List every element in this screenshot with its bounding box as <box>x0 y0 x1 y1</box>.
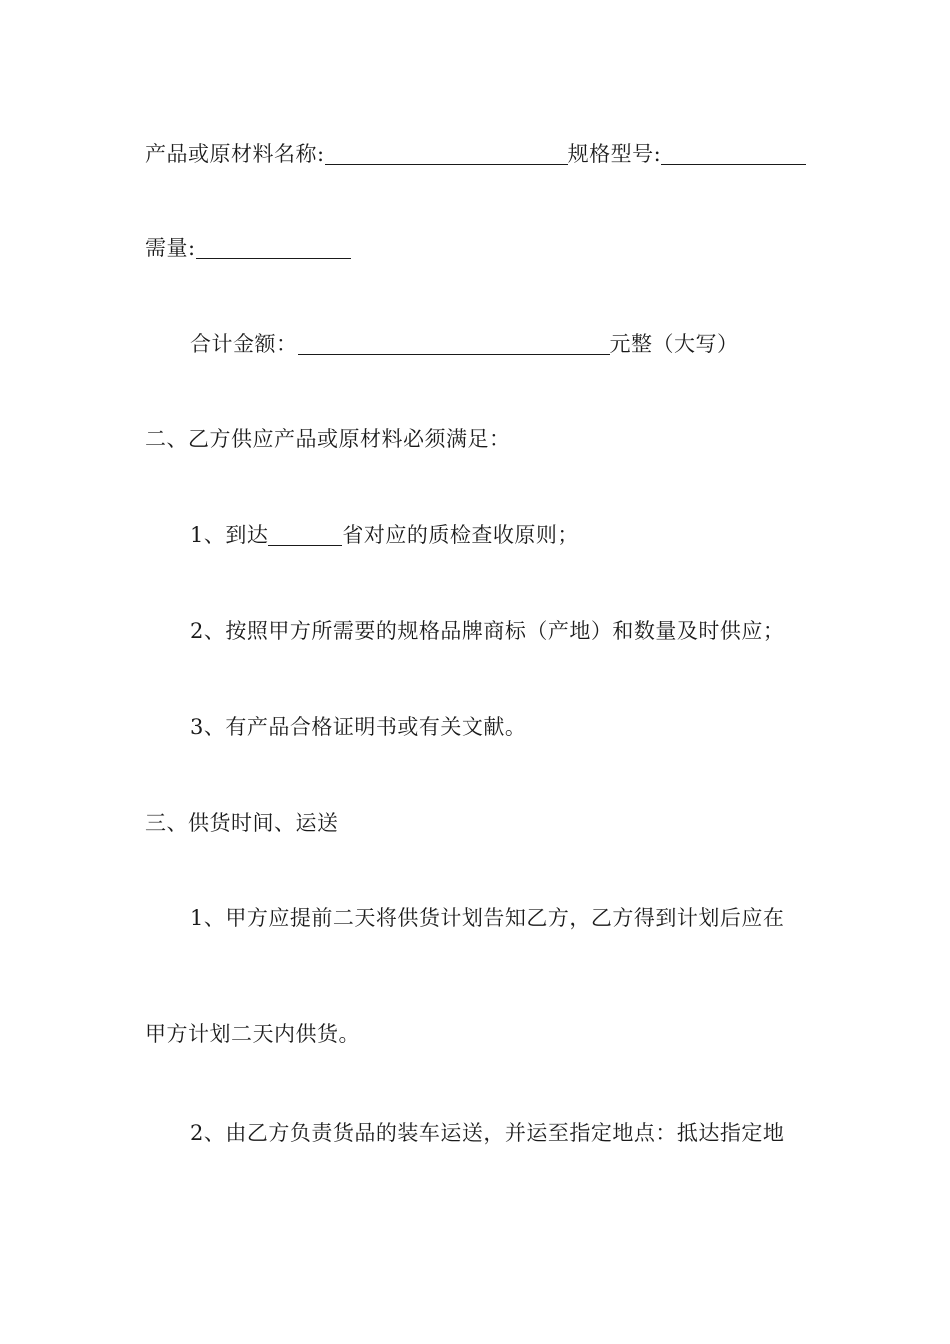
quantity-blank[interactable] <box>196 236 351 259</box>
section3-item1-line1: 1、甲方应提前二天将供货计划告知乙方，乙方得到计划后应在 <box>190 906 785 930</box>
product-name-blank[interactable] <box>325 142 568 165</box>
section2-item1-suffix: 省对应的质检查收原则； <box>342 523 579 547</box>
section2-item3: 3、有产品合格证明书或有关文献。 <box>190 715 527 739</box>
section2-heading: 二、乙方供应产品或原材料必须满足： <box>145 427 511 451</box>
total-amount-label: 合计金额： <box>190 332 298 356</box>
spec-blank[interactable] <box>661 142 806 165</box>
section2-item1-prefix: 1、到达 <box>190 523 269 547</box>
section3-item1-line2: 甲方计划二天内供货。 <box>145 1022 360 1046</box>
section2-item2: 2、按照甲方所需要的规格品牌商标（产地）和数量及时供应； <box>190 619 785 643</box>
total-amount-suffix: 元整（大写） <box>609 332 739 356</box>
spec-label: 规格型号: <box>567 142 662 166</box>
section2-item1 <box>190 521 579 549</box>
quantity-line <box>145 234 351 262</box>
quantity-label: 需量: <box>145 236 196 260</box>
section3-item2-line1: 2、由乙方负责货品的装车运送，并运至指定地点：抵达指定地 <box>190 1121 785 1145</box>
product-name-label: 产品或原材料名称: <box>145 142 325 166</box>
section3-heading: 三、供货时间、运送 <box>145 811 339 835</box>
total-amount-blank[interactable] <box>298 332 610 355</box>
province-blank[interactable] <box>268 523 342 546</box>
product-spec-line <box>145 140 806 168</box>
total-amount-line <box>190 330 739 358</box>
